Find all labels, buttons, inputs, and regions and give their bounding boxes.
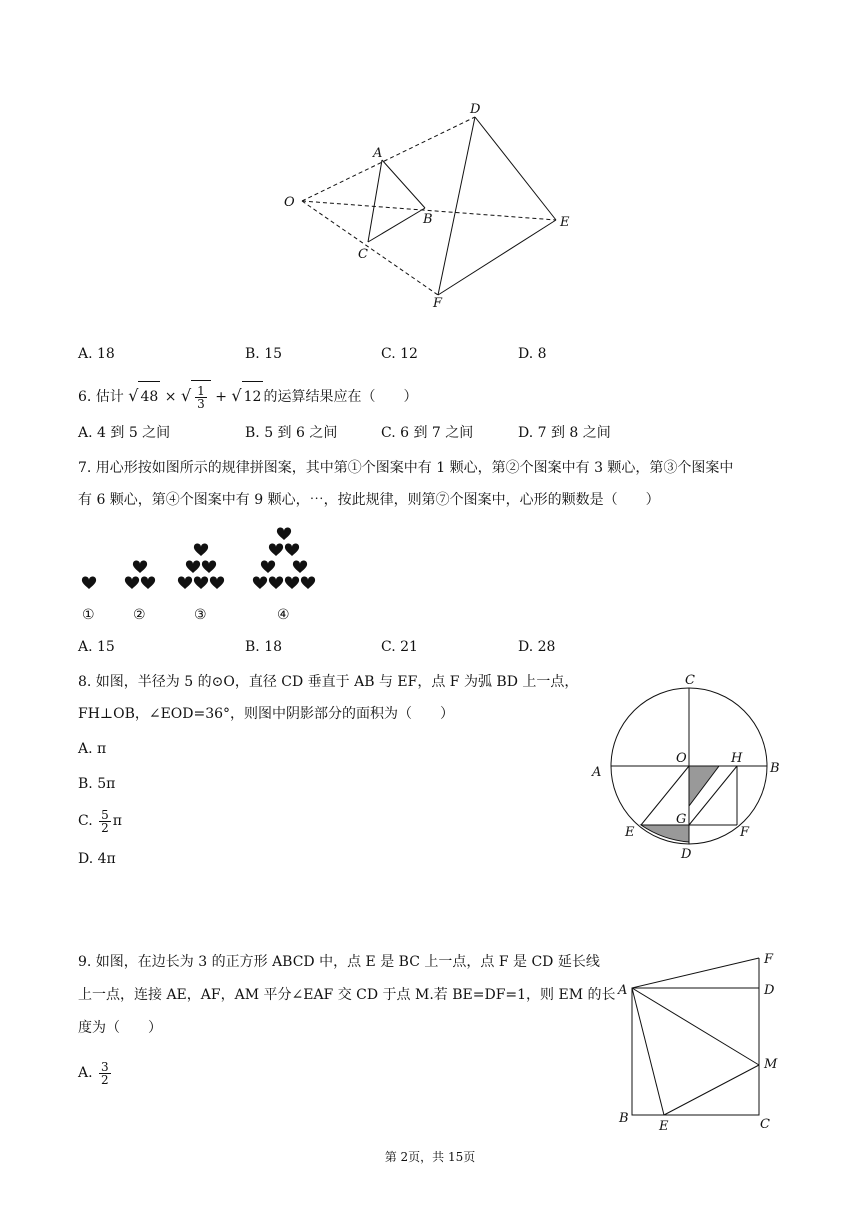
q9-line2: 上一点，连接 AE，AF，AM 平分∠EAF 交 CD 于点 M.若 BE=DF=1，则 EM 的长 [78, 987, 616, 1003]
q7-option-b: B. 18 [245, 639, 283, 655]
heart-icon [253, 576, 267, 589]
label-D: D [470, 102, 481, 117]
q5-option-c: C. 12 [381, 346, 418, 362]
heart-icon [133, 560, 147, 573]
label-O: O [676, 751, 687, 766]
q6-suffix: 的运算结果应在（ ） [263, 389, 418, 405]
label-E: E [560, 215, 570, 230]
label-B: B [770, 761, 780, 776]
q8-option-c-suffix: π [112, 813, 122, 829]
label-E: E [625, 825, 635, 840]
q9-option-a-num: 3 [101, 1059, 109, 1074]
q9-figure [612, 948, 792, 1138]
heart-icon [269, 576, 283, 589]
label-M: M [764, 1057, 778, 1072]
q9-option-a-den: 2 [101, 1072, 109, 1087]
q6-radicand1: 48 [138, 381, 160, 412]
label-G: G [676, 812, 687, 827]
q6-radicand2: 12 [242, 381, 264, 412]
q6-option-a: A. 4 到 5 之间 [78, 425, 171, 441]
label-F: F [433, 296, 443, 311]
q5-option-d: D. 8 [518, 346, 547, 362]
label-B: B [423, 212, 433, 227]
heart-icon [178, 576, 192, 589]
label-D: D [764, 983, 775, 998]
heart-icon [82, 576, 96, 589]
heart-icon [277, 527, 291, 540]
q7-pattern-label-1: ① [82, 607, 95, 623]
label-D: D [681, 847, 692, 862]
heart-icon [285, 543, 299, 556]
q5-option-b: B. 15 [245, 346, 283, 362]
q7-option-a: A. 15 [78, 639, 115, 655]
heart-icon [194, 543, 208, 556]
heart-icon [285, 576, 299, 589]
q7-line1: 7. 用心形按如图所示的规律拼图案，其中第①个图案中有 1 颗心，第②个图案中有 3 颗心，第③个图案中 [78, 460, 734, 476]
q5-figure [270, 95, 590, 315]
q6-stem: 6. 估计 √ 48 × √ $\frac{1}{3}$ + √ 12 的运算结果应在（ ） [78, 380, 417, 410]
label-A: A [618, 983, 628, 998]
q6-option-d: D. 7 到 8 之间 [518, 425, 611, 441]
q8-line1: 8. 如图，半径为 5 的⊙O，直径 CD 垂直于 AB 与 EF，点 F 为弧 BD 上一点， [78, 674, 579, 690]
q6-prefix: 6. 估计 [78, 389, 124, 405]
q8-option-c-den: 2 [101, 820, 109, 835]
label-A: A [592, 765, 602, 780]
q9-option-a [78, 1056, 113, 1090]
q6-option-c: C. 6 到 7 之间 [381, 425, 474, 441]
q8-line2: FH⊥OB，∠EOD=36°，则图中阴影部分的面积为（ ） [78, 706, 455, 722]
q8-option-c-prefix: C. [78, 813, 93, 829]
label-O: O [284, 195, 295, 210]
q7-pattern-label-2: ② [133, 607, 146, 623]
q8-option-b: B. 5π [78, 776, 116, 792]
q6-frac-num: 1 [197, 383, 205, 398]
q9-line1: 9. 如图，在边长为 3 的正方形 ABCD 中，点 E 是 BC 上一点，点 F 是 CD 延长线 [78, 954, 600, 970]
q7-pattern-label-4: ④ [277, 607, 290, 623]
heart-icon [301, 576, 315, 589]
label-A: A [373, 146, 383, 161]
heart-icon [202, 560, 216, 573]
label-H: H [731, 751, 743, 766]
heart-icon [261, 560, 275, 573]
q8-option-c-num: 5 [101, 807, 109, 822]
q7-option-d: D. 28 [518, 639, 556, 655]
heart-icon [293, 560, 307, 573]
q9-option-a-prefix: A. [78, 1065, 93, 1081]
q6-frac-den: 3 [197, 396, 205, 411]
label-C: C [760, 1117, 770, 1132]
q8-option-a: A. π [78, 741, 107, 757]
heart-icon [194, 576, 208, 589]
q8-option-c [78, 804, 122, 838]
label-F: F [764, 952, 774, 967]
label-B: B [619, 1111, 629, 1126]
q6-option-b: B. 5 到 6 之间 [245, 425, 338, 441]
q7-pattern-label-3: ③ [194, 607, 207, 623]
heart-icon [125, 576, 139, 589]
page-footer: 第 2页，共 15页 [384, 1150, 476, 1164]
q7-line2: 有 6 颗心，第④个图案中有 9 颗心，⋯，按此规律，则第⑦个图案中，心形的颗数是（ ） [78, 492, 660, 508]
q5-option-a: A. 18 [78, 346, 115, 362]
q8-option-d: D. 4π [78, 851, 116, 867]
heart-icon [186, 560, 200, 573]
heart-icon [269, 543, 283, 556]
label-F: F [740, 825, 750, 840]
q9-line3: 度为（ ） [78, 1020, 162, 1036]
label-E: E [659, 1119, 669, 1134]
q8-figure [585, 670, 795, 870]
heart-icon [210, 576, 224, 589]
label-C: C [358, 247, 368, 262]
heart-icon [141, 576, 155, 589]
q7-option-c: C. 21 [381, 639, 418, 655]
label-C: C [685, 673, 695, 688]
